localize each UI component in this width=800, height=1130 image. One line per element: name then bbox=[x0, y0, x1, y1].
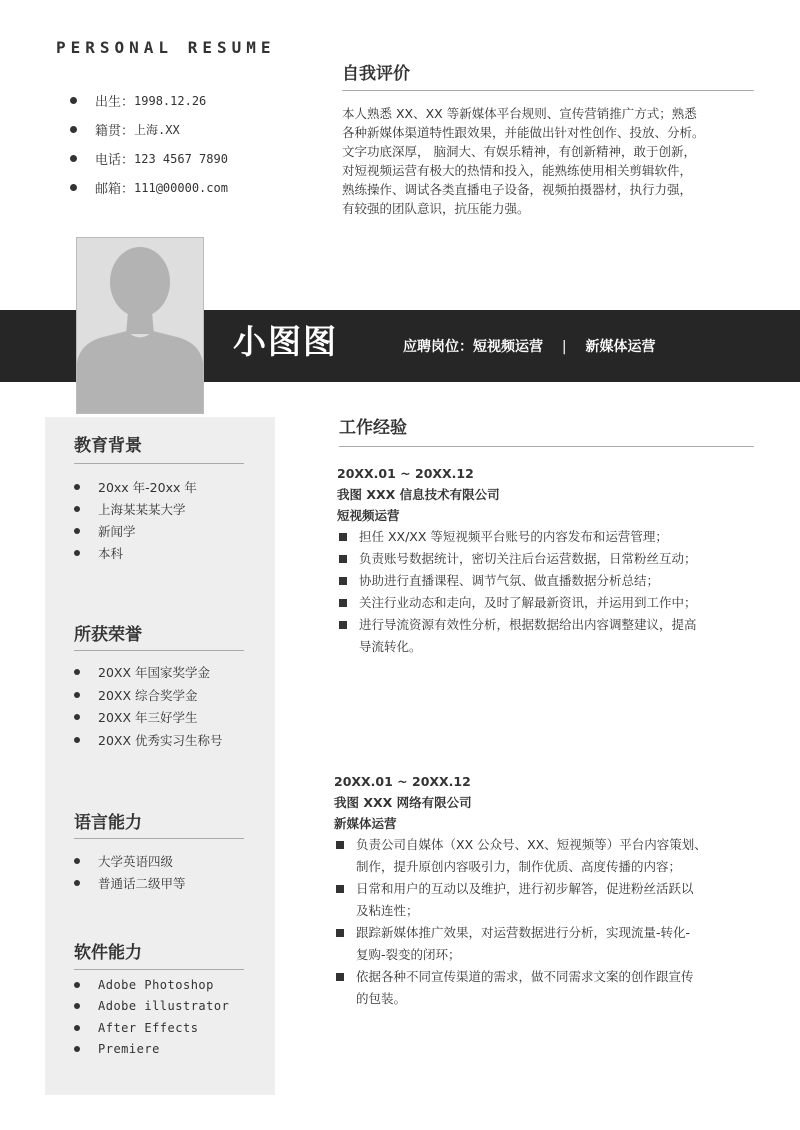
list-item-text: 20XX 年三好学生 bbox=[98, 710, 198, 726]
dot-icon bbox=[74, 1046, 80, 1052]
self-eval-title: 自我评价 bbox=[342, 64, 410, 84]
dot-icon bbox=[74, 858, 80, 864]
list-item bbox=[74, 996, 229, 1018]
duty-item bbox=[334, 834, 762, 878]
candidate-name: 小图图 bbox=[233, 322, 338, 361]
list-item-text: 20XX 综合奖学金 bbox=[98, 687, 198, 703]
self-eval-line: 熟练操作、调试各类直播电子设备，视频拍摄器材，执行力强， bbox=[342, 182, 693, 197]
duty-item bbox=[334, 878, 762, 922]
square-bullet-icon bbox=[336, 973, 344, 981]
duty-text: 进行导流资源有效性分析，根据数据给出内容调整建议，提高 导流转化。 bbox=[359, 617, 697, 654]
duty-item bbox=[334, 966, 762, 1010]
list-item bbox=[74, 684, 223, 707]
info-label: 籍贯： bbox=[95, 124, 135, 139]
dot-icon bbox=[70, 155, 77, 162]
square-bullet-icon bbox=[336, 885, 344, 893]
duty-item bbox=[337, 570, 762, 592]
honors-title: 所获荣誉 bbox=[74, 625, 142, 645]
profile-photo bbox=[76, 237, 204, 414]
square-bullet-icon bbox=[339, 621, 347, 629]
list-item-text: After Effects bbox=[98, 1020, 199, 1035]
duty-text: 负责账号数据统计，密切关注后台运营数据，日常粉丝互动； bbox=[359, 551, 697, 566]
info-value: 111@00000.com bbox=[134, 180, 228, 195]
list-item bbox=[74, 1039, 229, 1061]
self-eval-divider bbox=[342, 90, 754, 91]
software-title: 软件能力 bbox=[74, 943, 142, 963]
info-value: 123 4567 7890 bbox=[134, 151, 228, 166]
software-list bbox=[74, 974, 229, 1060]
duty-item bbox=[337, 526, 762, 548]
dot-icon bbox=[70, 184, 77, 191]
duty-item bbox=[337, 592, 762, 614]
dot-icon bbox=[74, 669, 80, 675]
duty-text: 关注行业动态和走向，及时了解最新资讯，并运用到工作中； bbox=[359, 595, 697, 610]
info-label: 出生： bbox=[95, 95, 135, 110]
job-period: 20XX.01 ~ 20XX.12 bbox=[337, 466, 474, 481]
education-divider bbox=[74, 463, 244, 464]
list-item bbox=[74, 476, 197, 498]
dot-icon bbox=[70, 97, 77, 104]
list-item bbox=[74, 661, 223, 684]
education-title: 教育背景 bbox=[74, 436, 142, 456]
job-duties bbox=[334, 834, 762, 1010]
square-bullet-icon bbox=[339, 533, 347, 541]
self-eval-line: 对短视频运营有极大的热情和投入，能熟练使用相关剪辑软件， bbox=[342, 163, 693, 178]
square-bullet-icon bbox=[339, 599, 347, 607]
duty-item bbox=[334, 922, 762, 966]
dot-icon bbox=[74, 880, 80, 886]
self-eval-line: 文字功底深厚， 脑洞大、有娱乐精神，有创新精神，敢于创新， bbox=[342, 144, 696, 159]
dot-icon bbox=[74, 982, 80, 988]
applied-position bbox=[403, 336, 655, 356]
list-item bbox=[74, 974, 229, 996]
list-item-text: 20XX 优秀实习生称号 bbox=[98, 732, 223, 748]
square-bullet-icon bbox=[339, 577, 347, 585]
list-item-text: 普通话二级甲等 bbox=[98, 876, 186, 891]
language-list bbox=[74, 850, 186, 894]
job-entry bbox=[337, 463, 762, 658]
info-label: 邮箱： bbox=[95, 182, 135, 197]
duty-text: 担任 XX/XX 等短视频平台账号的内容发布和运营管理； bbox=[359, 529, 668, 544]
resume-title: PERSONAL RESUME bbox=[56, 38, 276, 57]
list-item bbox=[74, 520, 197, 542]
personal-info-list bbox=[70, 86, 228, 202]
list-item-text: 本科 bbox=[98, 546, 124, 561]
position-primary: 应聘岗位：短视频运营 bbox=[403, 339, 543, 355]
list-item bbox=[74, 498, 197, 520]
info-phone bbox=[70, 144, 228, 173]
job-role: 新媒体运营 bbox=[334, 816, 397, 831]
duty-text: 协助进行直播课程、调节气氛、做直播数据分析总结； bbox=[359, 573, 660, 588]
job-company: 我图 XXX 网络有限公司 bbox=[334, 795, 472, 810]
job-company: 我图 XXX 信息技术有限公司 bbox=[337, 487, 500, 502]
self-eval-text bbox=[342, 104, 757, 218]
list-item bbox=[74, 729, 223, 752]
honors-list bbox=[74, 661, 223, 751]
duty-item bbox=[337, 614, 762, 658]
experience-divider bbox=[339, 446, 754, 447]
list-item-text: 20XX 年国家奖学金 bbox=[98, 665, 211, 681]
dot-icon bbox=[74, 1003, 80, 1009]
dot-icon bbox=[74, 484, 80, 490]
list-item-text: Adobe Photoshop bbox=[98, 977, 214, 992]
language-title: 语言能力 bbox=[74, 813, 142, 833]
list-item bbox=[74, 706, 223, 729]
position-secondary: 新媒体运营 bbox=[585, 339, 656, 355]
list-item bbox=[74, 542, 197, 564]
dot-icon bbox=[74, 737, 80, 743]
dot-icon bbox=[70, 126, 77, 133]
square-bullet-icon bbox=[339, 555, 347, 563]
job-entry bbox=[334, 771, 762, 1010]
education-list bbox=[74, 476, 197, 564]
dot-icon bbox=[74, 1025, 80, 1031]
list-item-text: 大学英语四级 bbox=[98, 854, 174, 869]
duty-text: 跟踪新媒体推广效果，对运营数据进行分析，实现流量-转化- 复购-裂变的闭环； bbox=[356, 925, 691, 962]
duty-text: 依据各种不同宣传渠道的需求，做不同需求文案的创作跟宣传 的包装。 bbox=[356, 969, 694, 1006]
list-item bbox=[74, 1017, 229, 1039]
list-item-text: Adobe illustrator bbox=[98, 999, 230, 1014]
self-eval-line: 本人熟悉 XX、XX 等新媒体平台规则、宣传营销推广方式；熟悉 bbox=[342, 106, 697, 121]
info-hometown bbox=[70, 115, 228, 144]
person-silhouette-icon bbox=[77, 238, 203, 413]
list-item-text: 上海某某某大学 bbox=[98, 502, 186, 517]
language-divider bbox=[74, 838, 244, 839]
dot-icon bbox=[74, 714, 80, 720]
list-item-text: 新闻学 bbox=[98, 524, 136, 539]
position-separator: | bbox=[561, 339, 567, 355]
info-birth bbox=[70, 86, 228, 115]
info-email bbox=[70, 173, 228, 202]
self-eval-line: 各种新媒体渠道特性跟效果，并能做出针对性创作、投放、分析。 bbox=[342, 125, 705, 140]
software-divider bbox=[74, 969, 244, 970]
list-item-text: Premiere bbox=[98, 1042, 160, 1057]
dot-icon bbox=[74, 506, 80, 512]
duty-text: 日常和用户的互动以及维护，进行初步解答，促进粉丝活跃以 及粘连性； bbox=[356, 881, 694, 918]
duty-text: 负责公司自媒体（XX 公众号、XX、短视频等）平台内容策划、 制作，提升原创内容吸引力，制作优质、高度传播的内容； bbox=[356, 837, 707, 874]
square-bullet-icon bbox=[336, 841, 344, 849]
dot-icon bbox=[74, 550, 80, 556]
dot-icon bbox=[74, 692, 80, 698]
list-item bbox=[74, 872, 186, 894]
list-item-text: 20xx 年-20xx 年 bbox=[98, 480, 197, 495]
duty-item bbox=[337, 548, 762, 570]
honors-divider bbox=[74, 650, 244, 651]
job-duties bbox=[337, 526, 762, 658]
dot-icon bbox=[74, 528, 80, 534]
self-eval-line: 有较强的团队意识，抗压能力强。 bbox=[342, 201, 530, 216]
info-label: 电话： bbox=[95, 153, 135, 168]
list-item bbox=[74, 850, 186, 872]
info-value: 1998.12.26 bbox=[134, 93, 207, 108]
info-value: 上海.XX bbox=[134, 123, 180, 137]
square-bullet-icon bbox=[336, 929, 344, 937]
job-role: 短视频运营 bbox=[337, 508, 400, 523]
job-period: 20XX.01 ~ 20XX.12 bbox=[334, 774, 471, 789]
experience-title: 工作经验 bbox=[339, 418, 407, 438]
